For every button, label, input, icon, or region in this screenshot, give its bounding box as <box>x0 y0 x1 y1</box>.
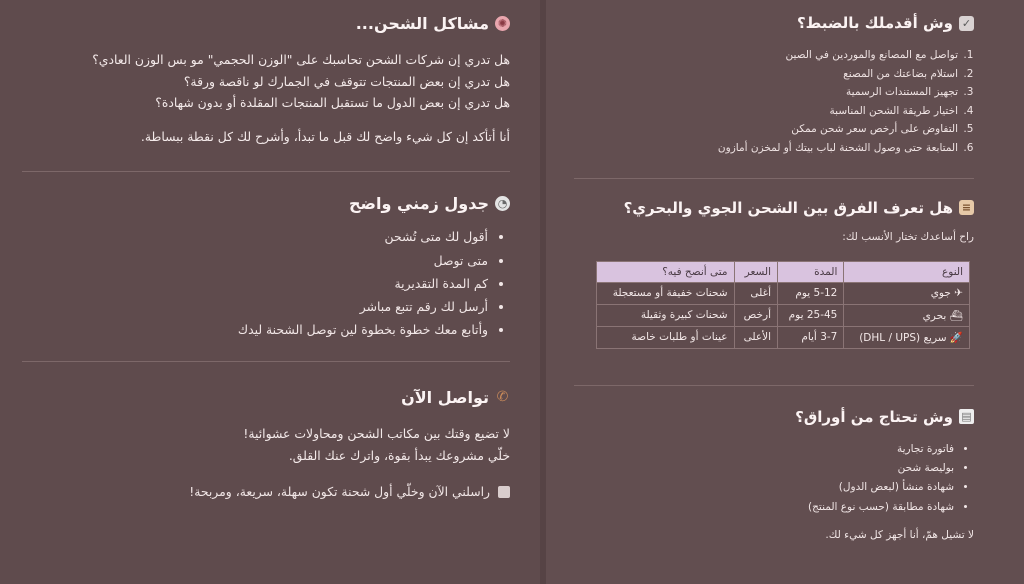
list-item: 3. تجهيز المستندات الرسمية <box>574 83 960 102</box>
checkbox-icon: ✓ <box>959 16 974 31</box>
cell-duration: 3-7 أيام <box>778 326 844 348</box>
header-type: النوع <box>844 261 970 282</box>
hash-icon <box>498 486 510 498</box>
question-line: هل تدري إن بعض الدول ما تستقبل المنتجات المقلدة أو بدون شهادة؟ <box>155 95 510 111</box>
list-item: • كم المدة التقديرية <box>22 272 488 295</box>
comparison-title <box>574 199 974 217</box>
airplane-icon: ✈ <box>954 287 963 300</box>
timeline-list <box>22 225 510 341</box>
problems-title <box>22 14 510 33</box>
header-duration: المدة <box>778 261 844 282</box>
documents-section <box>574 386 974 542</box>
header-when: متى أنصح فيه؟ <box>597 261 735 282</box>
contact-title-text: تواصل الآن <box>401 388 489 408</box>
list-item: 1. تواصل مع المصانع والموردين في الصين <box>574 46 960 65</box>
contact-section <box>22 362 510 502</box>
list-item: • بوليصة شحن <box>574 459 954 478</box>
cell-duration: 5-12 يوم <box>778 282 844 304</box>
question-line: هل تدري إن بعض المنتجات تتوقف في الجمارك لو ناقصة ورقة؟ <box>183 73 510 89</box>
checklist-title-text: وش أقدملك بالضبط؟ <box>796 14 953 32</box>
list-item: • شهادة منشأ (لبعض الدول) <box>574 478 954 497</box>
contact-cta-text: راسلني الآن وخلّي أول شحنة تكون سهلة، سريعة، ومربحة! <box>189 483 491 499</box>
contact-line: لا تضيع وقتك بين مكاتب الشحن ومحاولات عشوائية! <box>243 426 510 442</box>
cell-price: أرخص <box>734 304 777 326</box>
cell-type: 🚀 سريع (DHL / UPS) <box>844 326 970 348</box>
documents-list <box>574 440 974 518</box>
brain-icon: ✺ <box>495 16 510 31</box>
timeline-section <box>22 172 510 341</box>
ship-icon: ⛴ <box>949 309 963 322</box>
question-line: هل تدري إن شركات الشحن تحاسبك على "الوزن الحجمي" مو بس الوزن العادي؟ <box>92 52 510 67</box>
list-item: • وأتابع معك خطوة بخطوة لين توصل الشحنة ليدك <box>22 318 488 341</box>
timeline-title <box>22 194 510 213</box>
list-item: • أرسل لك رقم تتبع مباشر <box>22 295 488 318</box>
table-header-row <box>597 261 970 282</box>
header-price: السعر <box>734 261 777 282</box>
cell-type: ✈ جوي <box>844 282 970 304</box>
list-item: • متى توصل <box>22 249 488 272</box>
contact-cta <box>22 481 510 503</box>
documents-note: لا تشيل همّ، أنا أجهز كل شيء لك. <box>825 529 974 542</box>
cell-when: شحنات كبيرة وثقيلة <box>597 304 735 326</box>
contact-message <box>22 423 510 466</box>
list-item: • شهادة مطابقة (حسب نوع المنتج) <box>574 498 954 517</box>
problems-title-text: مشاكل الشحن... <box>355 14 489 33</box>
stopwatch-icon: ◔ <box>495 196 510 211</box>
list-item: 2. استلام بضاعتك من المصنع <box>574 65 960 84</box>
checklist-section <box>574 14 974 158</box>
scroll-icon: ≡ <box>959 200 974 215</box>
problems-questions <box>22 49 510 114</box>
checklist-title <box>574 14 974 32</box>
checklist-list <box>574 46 974 158</box>
documents-title-text: وش تحتاج من أوراق؟ <box>795 407 953 426</box>
phone-icon: ✆ <box>496 389 509 406</box>
table-row <box>597 282 970 304</box>
comparison-title-text: هل تعرف الفرق بين الشحن الجوي والبحري؟ <box>623 198 953 217</box>
cell-type: ⛴ بحري <box>844 304 970 326</box>
right-column <box>546 0 1024 584</box>
list-item: 5. التفاوض على أرخص سعر شحن ممكن <box>574 120 960 139</box>
comparison-section <box>574 179 974 349</box>
contact-line: خلّي مشروعك يبدأ بقوة، واترك عنك القلق. <box>288 447 510 463</box>
cell-when: شحنات خفيفة أو مستعجلة <box>597 282 735 304</box>
list-item: 6. المتابعة حتى وصول الشحنة لباب بيتك أو لمخزن أمازون <box>574 139 960 158</box>
shipping-comparison-table <box>596 261 970 349</box>
cell-price: الأعلى <box>734 326 777 348</box>
problems-section <box>22 14 510 147</box>
table-row <box>597 326 970 348</box>
problems-assurance: أنا أتأكد إن كل شيء واضح لك قبل ما تبدأ، وأشرح لك كل نقطة ببساطة. <box>140 128 510 144</box>
cell-when: عينات أو طلبات خاصة <box>597 326 735 348</box>
timeline-title-text: جدول زمني واضح <box>349 194 489 214</box>
cell-duration: 25-45 يوم <box>778 304 844 326</box>
contact-title <box>22 388 510 407</box>
list-item: 4. اختيار طريقة الشحن المناسبة <box>574 102 960 121</box>
list-item: • فاتورة تجارية <box>574 440 954 459</box>
rocket-icon: 🚀 <box>949 331 963 344</box>
list-item: • أقول لك متى تُشحن <box>22 225 488 248</box>
comparison-intro: راح أساعدك تختار الأنسب لك: <box>842 230 974 243</box>
document-icon: ▤ <box>959 409 974 424</box>
table-row <box>597 304 970 326</box>
documents-title <box>574 408 974 426</box>
cell-price: أغلى <box>734 282 777 304</box>
